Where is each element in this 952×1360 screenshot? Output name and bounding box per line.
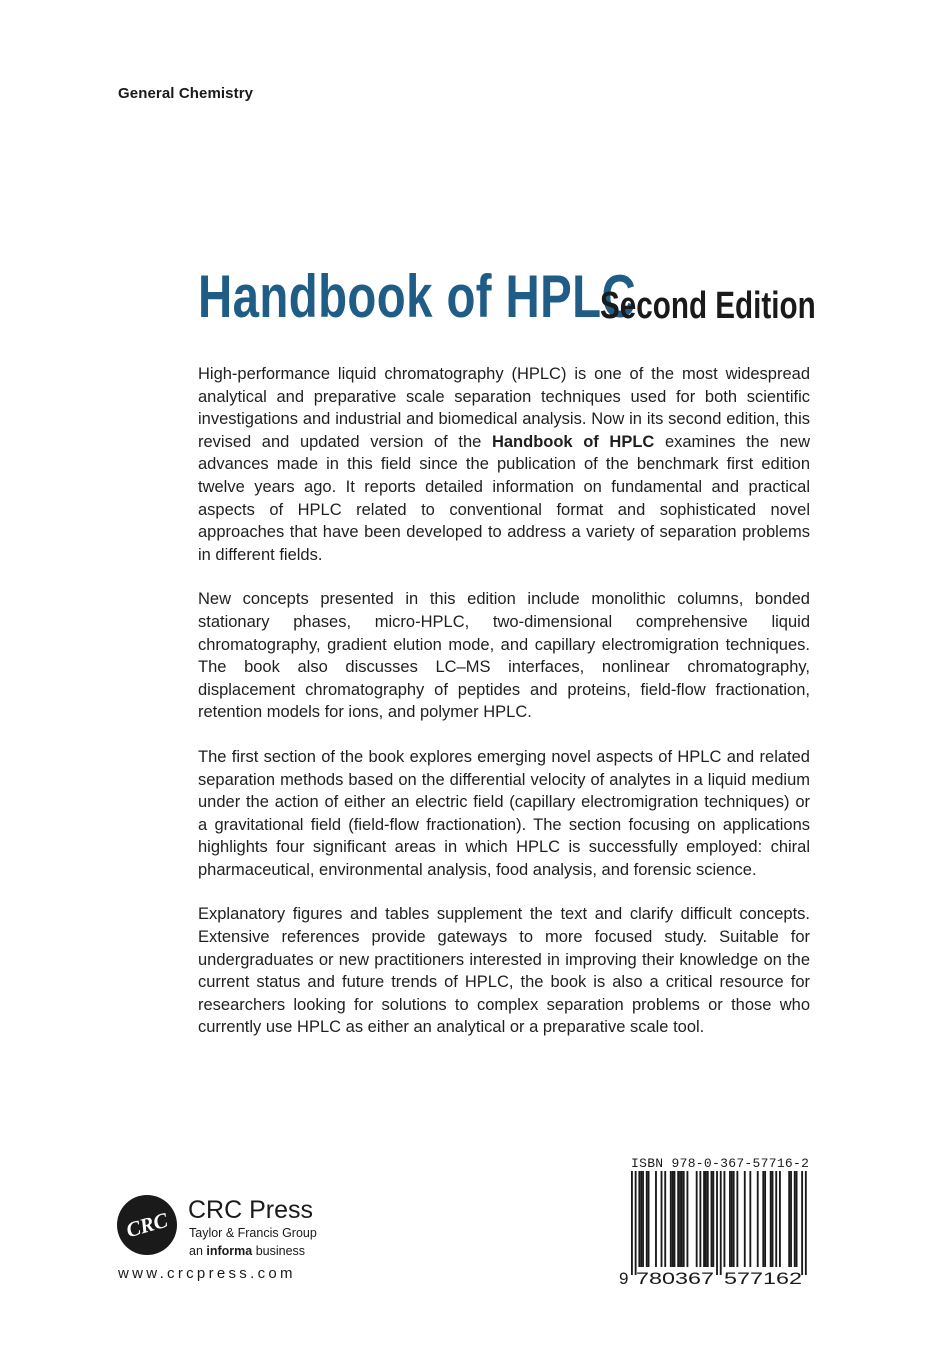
barcode-bar (716, 1171, 718, 1275)
crc-logo-text: CRC (123, 1207, 171, 1243)
description-paragraph-3: The first section of the book explores emerging novel aspects of HPLC and related separation methods based on the differential velocity of analytes in a liquid medium under the action of either an electric field (capillary electromigration techniques) or a gravitational field (field-flow fractionation). The section focusing on applications highlights four significant areas in which HPLC is successfully employed: chiral pharmaceutical, environmental analysis, food analysis, and forensic science. (198, 747, 810, 879)
barcode-bar (790, 1171, 792, 1267)
barcode-bar (720, 1171, 722, 1275)
barcode-bar (711, 1171, 713, 1267)
isbn-barcode (618, 1171, 813, 1287)
barcode-bar (664, 1171, 666, 1267)
barcode-bar (699, 1171, 701, 1267)
publisher-website[interactable]: www.crcpress.com (118, 1265, 296, 1282)
barcode-bar (757, 1171, 759, 1267)
barcode-bar (661, 1171, 663, 1267)
barcode-bar (788, 1171, 790, 1267)
crc-logo (117, 1195, 177, 1255)
barcode-bar (677, 1171, 679, 1267)
barcode-bar (779, 1171, 781, 1267)
barcode-bar (764, 1171, 766, 1267)
barcode-bar (638, 1171, 640, 1267)
barcode-bar (683, 1171, 685, 1267)
book-title: Handbook of HPLC (198, 263, 637, 330)
barcode-bar (805, 1171, 807, 1275)
barcode-bar (635, 1171, 637, 1275)
barcode-bar (707, 1171, 709, 1267)
book-title-block (198, 262, 816, 331)
barcode-digits-left: 780367 (636, 1269, 714, 1287)
barcode-digits-right: 577162 (724, 1269, 802, 1287)
description-paragraph-1: High-performance liquid chromatography (HPLC) is one of the most widespread analytical and preparative scale separation techniques used for both scientific investigations and industrial and biomedical analysis. Now in its second edition, this revised and updated version of the Handbook of HPLC examines the new advances made in this field since the publication of the benchmark first edition twelve years ago. It reports detailed information on fundamental and practical aspects of HPLC related to conventional format and sophisticated novel approaches that have been developed to address a variety of separation problems in different fields. (198, 365, 810, 564)
barcode-bar (648, 1171, 650, 1267)
publisher-name: CRC Press (188, 1196, 314, 1224)
publisher-group: Taylor & Francis Group (189, 1226, 317, 1240)
edition-label: Second Edition (600, 285, 816, 327)
barcode-bar (646, 1171, 648, 1267)
barcode-bar (772, 1171, 774, 1267)
barcode-bar (687, 1171, 689, 1267)
category-label: General Chemistry (118, 85, 254, 102)
barcode-bar (640, 1171, 642, 1267)
barcode-bar (674, 1171, 676, 1267)
barcode-bar (679, 1171, 681, 1267)
publisher-business: an informa business (189, 1244, 306, 1258)
barcode-bar (681, 1171, 683, 1267)
barcode-bar (712, 1171, 714, 1267)
barcode-bar (749, 1171, 751, 1267)
barcode-bar (762, 1171, 764, 1267)
barcode-bar (736, 1171, 738, 1267)
barcode-bars (631, 1171, 807, 1275)
description-paragraph-4: Explanatory figures and tables supplement the text and clarify difficult concepts. Extensive references provide gateways to more focused study. Suitable for undergraduates or new practitioners interested in improving their knowledge on the current status and future trends of HPLC, the book is also a critical resource for researchers looking for solutions to complex separation problems or those who currently use HPLC as either an analytical or a preparative scale tool. (198, 905, 810, 1037)
barcode-bar (705, 1171, 707, 1267)
barcode-digit-first: 9 (619, 1269, 629, 1287)
title-reference: Handbook of HPLC (491, 432, 655, 451)
barcode-bar (696, 1171, 698, 1267)
barcode-bar (642, 1171, 644, 1267)
barcode-bar (631, 1171, 633, 1275)
barcode-bar (744, 1171, 746, 1267)
barcode-bar (655, 1171, 657, 1267)
isbn-label: ISBN 978-0-367-57716-2 (631, 1156, 810, 1171)
barcode-bar (801, 1171, 803, 1275)
barcode-bar (731, 1171, 733, 1267)
barcode-bar (733, 1171, 735, 1267)
barcode-bar (794, 1171, 796, 1267)
barcode-bar (724, 1171, 726, 1267)
description-paragraph-2: New concepts presented in this edition include monolithic columns, bonded stationary phases, micro-HPLC, two-dimensional comprehensive liquid chromatography, gradient elution mode, and capillary electromigration techniques. The book also discusses LC–MS interfaces, nonlinear chromatography, displacement chromatography of peptides and proteins, field-flow fractionation, retention models for ions, and polymer HPLC. (198, 590, 810, 722)
barcode-bar (770, 1171, 772, 1267)
barcode-bar (703, 1171, 705, 1267)
barcode-bar (796, 1171, 798, 1267)
description (198, 363, 810, 1061)
barcode-bar (670, 1171, 672, 1267)
barcode-bar (672, 1171, 674, 1267)
barcode-bar (729, 1171, 731, 1267)
barcode-bar (775, 1171, 777, 1267)
